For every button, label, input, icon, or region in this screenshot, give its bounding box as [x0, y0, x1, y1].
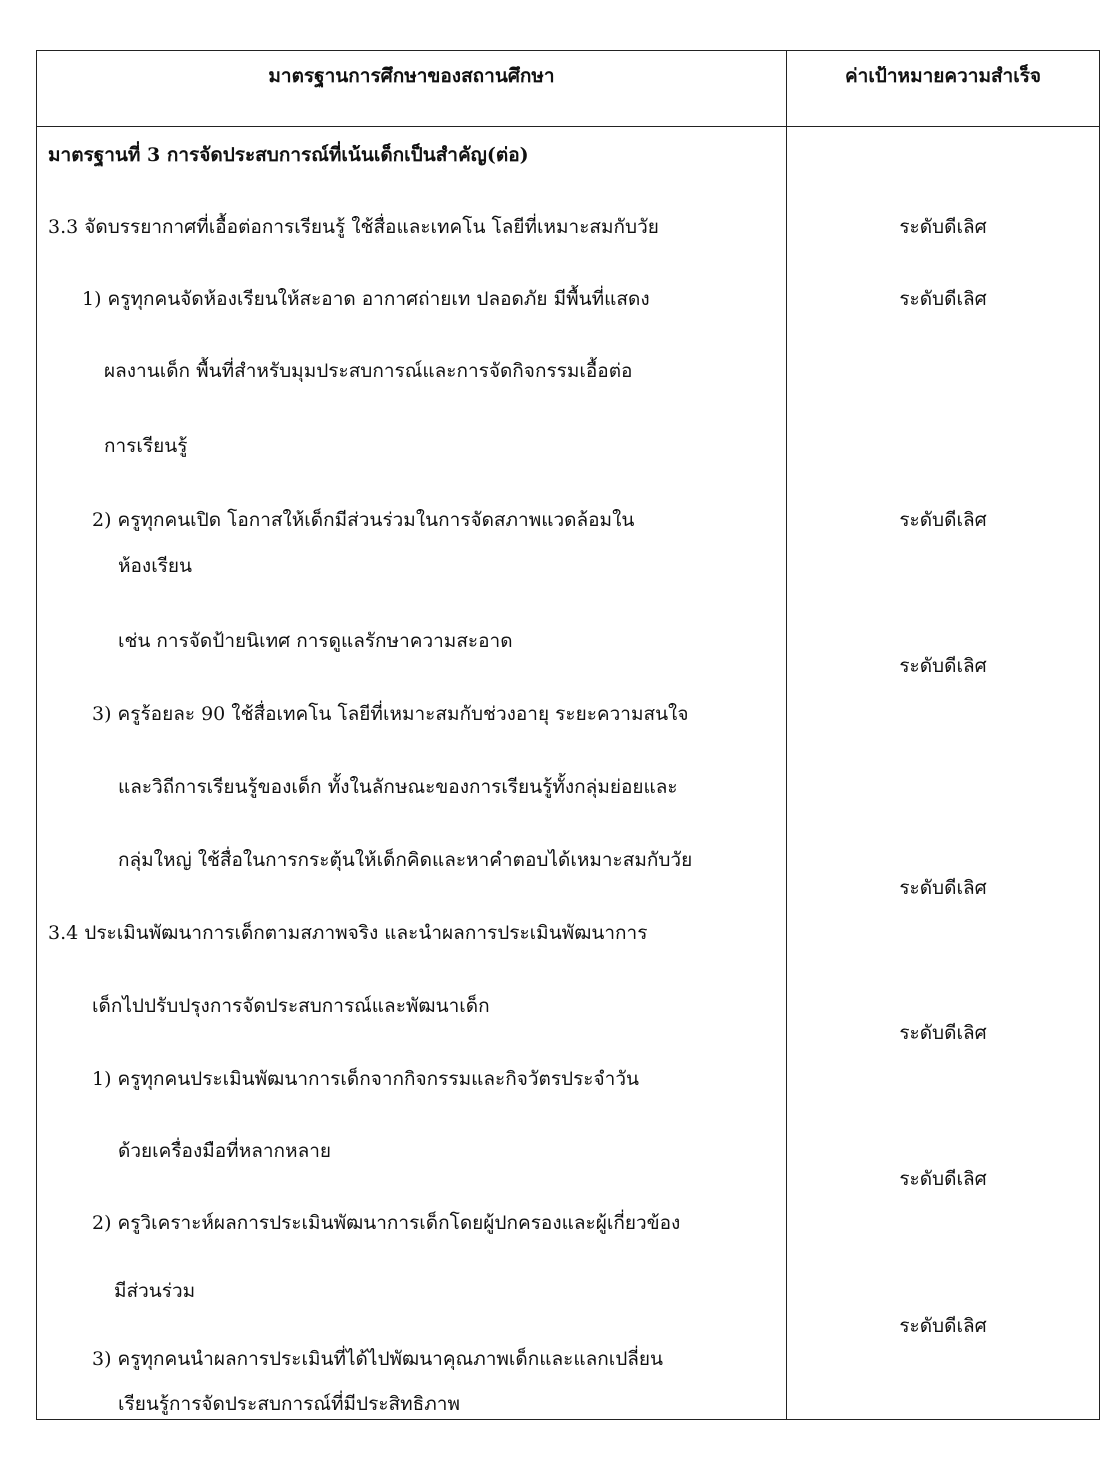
- target-value: ระดับดีเลิศ: [899, 216, 987, 238]
- column-divider: [786, 51, 787, 1419]
- item-line: 2) ครูวิเคราะห์ผลการประเมินพัฒนาการเด็กโดยผู้ปกครองและผู้เกี่ยวข้อง: [92, 1212, 681, 1234]
- item-line: กลุ่มใหญ่ ใช้สื่อในการกระตุ้นให้เด็กคิดและหาคำตอบได้เหมาะสมกับวัย: [118, 849, 693, 871]
- header-standard: มาตรฐานการศึกษาของสถานศึกษา: [268, 65, 555, 87]
- item-line: 1) ครูทุกคนประเมินพัฒนาการเด็กจากกิจกรรมและกิจวัตรประจำวัน: [92, 1068, 639, 1090]
- item-line: มีส่วนร่วม: [114, 1280, 196, 1302]
- item-line: 2) ครูทุกคนเปิด โอกาสให้เด็กมีส่วนร่วมในการจัดสภาพแวดล้อมใน: [92, 509, 635, 531]
- item-line: 3) ครูร้อยละ 90 ใช้สื่อเทคโน โลยีที่เหมาะสมกับช่วงอายุ ระยะความสนใจ: [92, 703, 689, 725]
- item-line: ผลงานเด็ก พื้นที่สำหรับมุมประสบการณ์และการจัดกิจกรรมเอื้อต่อ: [104, 360, 633, 382]
- target-value: ระดับดีเลิศ: [899, 1315, 987, 1337]
- item-line: 3) ครูทุกคนนำผลการประเมินที่ได้ไปพัฒนาคุณภาพเด็กและแลกเปลี่ยน: [92, 1348, 664, 1370]
- indicator-3-3: 3.3 จัดบรรยากาศที่เอื้อต่อการเรียนรู้ ใช้สื่อและเทคโน โลยีที่เหมาะสมกับวัย: [48, 216, 659, 238]
- target-value: ระดับดีเลิศ: [899, 877, 987, 899]
- item-line: เด็กไปปรับปรุงการจัดประสบการณ์และพัฒนาเด็ก: [92, 995, 490, 1017]
- item-line: ด้วยเครื่องมือที่หลากหลาย: [118, 1140, 332, 1162]
- item-line: เช่น การจัดป้ายนิเทศ การดูแลรักษาความสะอาด: [118, 630, 513, 652]
- header-divider: [37, 126, 1099, 127]
- standards-table: [36, 50, 1100, 1420]
- header-target: ค่าเป้าหมายความสำเร็จ: [844, 65, 1042, 87]
- item-line: การเรียนรู้: [104, 435, 188, 457]
- item-line: และวิถีการเรียนรู้ของเด็ก ทั้งในลักษณะของการเรียนรู้ทั้งกลุ่มย่อยและ: [118, 776, 678, 798]
- target-value: ระดับดีเลิศ: [899, 1022, 987, 1044]
- target-value: ระดับดีเลิศ: [899, 509, 987, 531]
- item-line: 1) ครูทุกคนจัดห้องเรียนให้สะอาด อากาศถ่ายเท ปลอดภัย มีพื้นที่แสดง: [82, 288, 650, 310]
- target-value: ระดับดีเลิศ: [899, 655, 987, 677]
- target-value: ระดับดีเลิศ: [899, 288, 987, 310]
- standard-heading: มาตรฐานที่ 3 การจัดประสบการณ์ที่เน้นเด็กเป็นสำคัญ(ต่อ): [48, 144, 529, 166]
- item-line: ห้องเรียน: [118, 555, 193, 577]
- target-value: ระดับดีเลิศ: [899, 1168, 987, 1190]
- indicator-3-4: 3.4 ประเมินพัฒนาการเด็กตามสภาพจริง และนำผลการประเมินพัฒนาการ: [48, 922, 648, 944]
- item-line: เรียนรู้การจัดประสบการณ์ที่มีประสิทธิภาพ: [118, 1393, 460, 1415]
